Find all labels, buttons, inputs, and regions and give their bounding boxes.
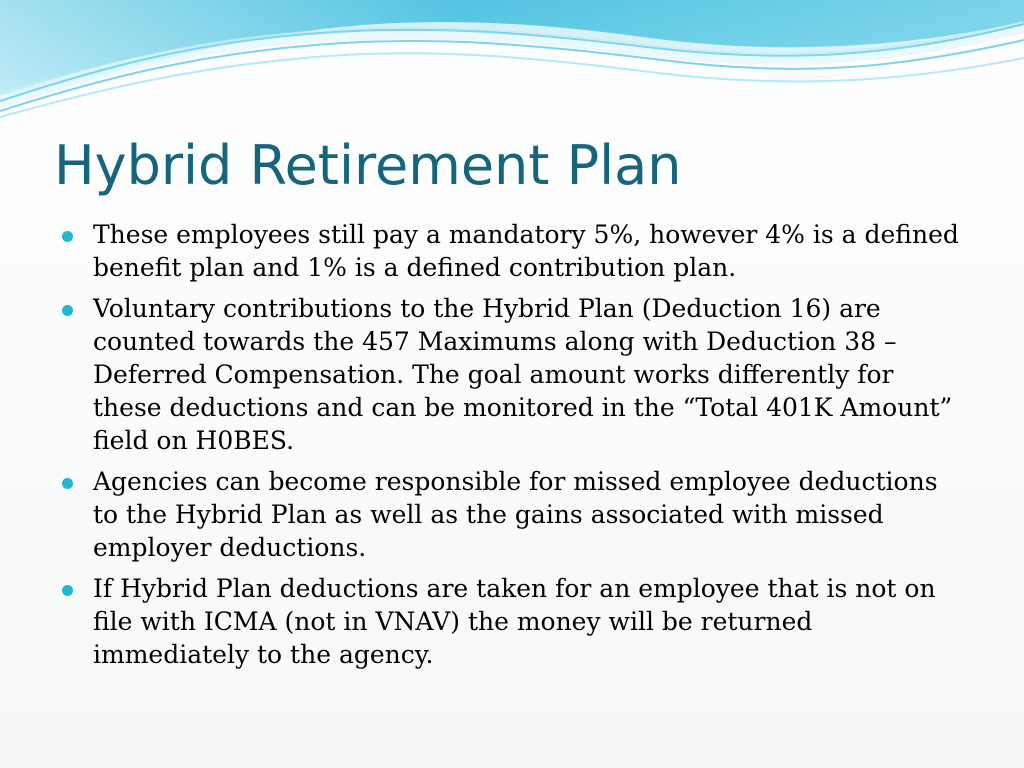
bullet-item (62, 218, 962, 284)
wave-header (0, 0, 1024, 130)
bullet-text: Agencies can become responsible for missed employee deductions to the Hybrid Plan as well as the gains associated with missed employer deductions. (93, 467, 938, 562)
bullet-list (62, 218, 962, 679)
bullet-item (62, 465, 962, 564)
bullet-text: If Hybrid Plan deductions are taken for an employee that is not on file with ICMA (not in VNAV) the money will be returned immediately to the agency. (93, 574, 936, 669)
bullet-text: These employees still pay a mandatory 5%, however 4% is a defined benefit plan and 1% is a defined contribution plan. (93, 220, 959, 282)
bullet-dot-icon (62, 231, 73, 242)
bullet-item (62, 572, 962, 671)
bullet-dot-icon (62, 478, 73, 489)
bullet-item (62, 292, 962, 457)
bullet-dot-icon (62, 585, 73, 596)
slide-title: Hybrid Retirement Plan (54, 134, 682, 197)
bullet-dot-icon (62, 305, 73, 316)
bullet-text: Voluntary contributions to the Hybrid Plan (Deduction 16) are counted towards the 457 Maximums along with Deduction 38 – Deferred Compensation. The goal amount works differently for these deductions and can be monitored in the “Total 401K Amount” field on H0BES. (93, 294, 953, 455)
